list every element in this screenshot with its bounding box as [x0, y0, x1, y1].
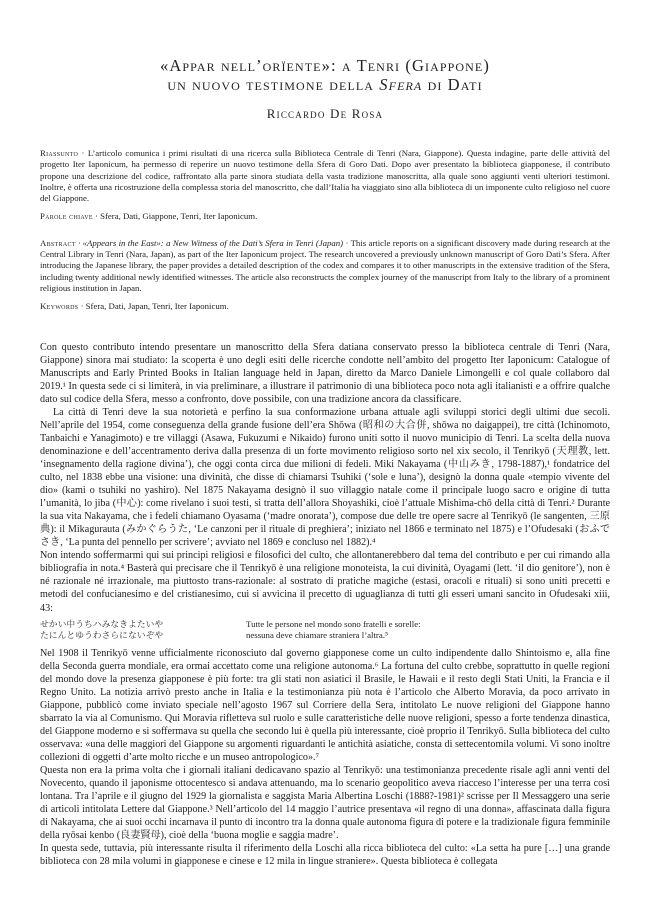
body-paragraph-3: Non intendo soffermarmi qui sui principi religiosi e filosofici del culto, che allontanerebbero dal tema del contributo e per cui rimando alla bibliografia in nota.⁴ Basterà qui precisare che il Tenrikyō è una religione monoteista, la cui divinità, Oyagami (lett. ‘il dio genitore’), non è né razionale né irrazionale, ma piuttosto trans-razionale: al sostrato di pratiche magiche (estasi, oracoli e rituali) si sono uniti precetti e metodi del confucianesimo e del cristianesimo, cui si avvicina il precetto di uguaglianza di tutti gli esseri umani sancito in Ofudesaki xiii, 43: — [40, 550, 610, 614]
ofudesaki-quote — [40, 619, 610, 642]
riassunto-text: · L’articolo comunica i primi risultati di una ricerca sulla Biblioteca Centrale di Tenri (Nara, Giappone). Questa indagine, parte delle attività del progetto Iter Iaponicum, ha permesso di reperire un nuovo testimone della Sfera di Goro Dati. Dopo aver presentato la biblioteca giapponese, il contributo propone una descrizione del codice, raffrontato alla parte sinora studiata della vasta tradizione manoscritta, alla quale sono aggiunti venti ulteriori testimoni. Inoltre, è offerta una ricostruzione della complessa storia del manoscritto, che dall’Italia ha viaggiato sino alla biblioteca di un imponente culto religioso nel cuore del Giappone. — [40, 148, 610, 204]
keywords-label: Keywords — [40, 301, 79, 312]
abstract-text: · This article reports on a significant discovery made during research at the Central Library in Tenri (Nara, Japan), as part of the Iter Iaponicum project. The research uncovered a previously unknown manuscript of Goro Dati’s Sfera. After introducing the Japanese library, the paper provides a detailed description of the codex and compares it to other manuscripts in the extensive tradition of the Sfera, including twenty additional newly identified witnesses. The article also reconstructs the complex journey of the manuscript from Italy to the library of a prominent religious institution in Japan. — [40, 237, 610, 293]
keywords — [40, 301, 610, 312]
quote-tr-line-1: Tutte le persone nel mondo sono fratelli e sorelle: — [246, 618, 421, 629]
body-paragraph-6: In questa sede, tuttavia, più interessante risulta il riferimento della Loschi alla ricca biblioteca del culto: «La setta ha pure […] una grande biblioteca con 28 mila volumi in giapponese e cinese e 12 mila in lingue straniere». Questa biblioteca è collegata — [40, 843, 610, 868]
article-title-line1: «Appar nell’orïente»: a Tenri (Giappone) — [160, 56, 490, 75]
parole-chiave-label: Parole chiave — [40, 211, 93, 222]
quote-jp-line-2: たにんとゆうわさらにないぞや — [40, 630, 164, 641]
riassunto — [40, 148, 610, 204]
parole-chiave-text: · Sfera, Dati, Giappone, Tenri, Iter Iaponicum. — [92, 211, 258, 222]
abstract-label: Abstract — [40, 237, 76, 248]
body-paragraph-2: La città di Tenri deve la sua notorietà e perfino la sua conformazione urbana attuale agli sviluppi storici degli ultimi due secoli. Nell’aprile del 1954, come conseguenza della grande fusione dell’era Shōwa (昭和の大合併, shōwa no daigappei), tre città (Ichinomoto, Tanbaichi e Yanagimoto) e tre villaggi (Asawa, Fukuzumi e Nikaido) furono uniti sotto il nuovo municipio di Tenri. La scelta della nuova denominazione e dell’accentramento deriva dalla presenza di un forte movimento religioso sorto nel xix secolo, il Tenrikyō (天理教, lett. ‘insegnamento della ragione divina’), che oggi conta circa due milioni di fedeli. Miki Nakayama (中山みき, 1798-1887),¹ fondatrice del culto, nel 1838 ebbe una visione: una divinità, che disse di chiamarsi Tsuhiki (‘sole e luna’), designò la donna quale «tempio vivente del dio» (kami o tsuhiki no yashiro). Nel 1875 Nakayama designò il suo villaggio natale come il principale luogo sacro e origine di tutta l’umanità, lo jiba (中心): come rivelano i suoi testi, si tratta dell’allora Shoyashiki, cioè l’attuale Mishima-chō della città di Tenri.² Durante la sua vita Nakayama, che i fedeli chiamano Oyasama (‘madre onorata’), compose due delle tre opere sacre al Tenrikyō (le sangenten, 三原典): il Mikagurauta (みかぐらうた, ‘Le canzoni per il rituale di preghiera’; iniziato nel 1866 e terminato nel 1875) e l’Ofudesaki (おふでさき, ‘La punta del pennello per scrivere’; avviato nel 1869 e concluso nel 1882).⁴ — [40, 406, 610, 549]
article-body — [40, 341, 610, 869]
abstract — [40, 238, 610, 294]
quote-translation — [246, 619, 610, 642]
body-paragraph-5: Questa non era la prima volta che i giornali italiani dedicavano spazio al Tenrikyō: una testimonianza precedente risale agli anni venti del Novecento, quando il japonisme ottocentesco si andava attenuando, ma lo scenario geopolitico aveva riacceso l’interesse per una terra così lontana. Tra l’aprile e il giugno del 1929 la giornalista e saggista Maria Albertina Loschi (1888?-1981)² scrisse per Il Messaggero una serie di articoli intitolata Lettere dal Giappone.³ Nell’articolo del 14 maggio l’autrice presentava «il regno di una donna», affascinata dalla figura di Nakayama, che ai suoi occhi incarnava il punto di incontro tra la donna quale autonoma figura di potere e la tradizionale figura femminile della ryōsai kenbo (良妻賢母), cioè della ‘buona moglie e saggia madre’. — [40, 764, 610, 842]
riassunto-label: Riassunto — [40, 148, 79, 158]
body-paragraph-1: Con questo contributo intendo presentare un manoscritto della Sfera datiana conservato presso la biblioteca centrale di Tenri (Nara, Giappone) sinora mai studiato: la scoperta è uno degli esiti delle ricerche condotte nell’ambito del progetto Iter Iaponicum: Catalogue of Manuscripts and Early Printed Books in Italian language held in Japan, diretto da Marco Daniele Limongelli e col quale collaboro dal 2019.¹ In questa sede ci si limiterà, in via preliminare, a illustrare il patrimonio di una biblioteca poco nota agli italianisti e a offrire qualche dato sul codice della Sfera, messo a confronto, dove possibile, con una tradizione ancora da classificare. — [40, 341, 610, 405]
title-line2-post: di Dati — [422, 75, 483, 94]
title-line2-pre: un nuovo testimone della — [167, 75, 380, 94]
title-line2-italic: Sfera — [379, 75, 423, 94]
article-author: Riccardo De Rosa — [266, 106, 384, 121]
parole-chiave — [40, 211, 610, 222]
quote-jp-line-1: せかい中うちハみなきよたいや — [40, 618, 164, 629]
body-paragraph-4: Nel 1908 il Tenrikyō venne ufficialmente riconosciuto dal governo giapponese come un culto indipendente dallo Shintoismo e, alla fine della Seconda guerra mondiale, era ormai accettato come una religione autonoma.⁶ La fortuna del culto crebbe, soprattutto in quelle regioni del mondo dove la presenza giapponese è più forte: tra gli stati non asiatici il Brasile, le Hawaii e il resto degli Stati Uniti, la Francia e il Regno Unito. La notizia arrivò presto anche in Italia e la testimonianza più nota è l’articolo che Alberto Moravia, da poco arrivato in Giappone, pubblicò come inviato speciale nell’agosto 1967 sul Corriere della Sera, intitolato Le nuove religioni del Giappone hanno sbarrato la via al Comunismo. Qui Moravia rifletteva sul ruolo e sulle caratteristiche delle nuove religioni, spesso a forte tendenza dinastica, del Giappone moderno e si soffermava su quella che secondo lui è quella più interessante, cioè proprio il Tenrikyō. Sulla biblioteca del culto osservava: «una delle maggiori del Giappone su argomenti riguardanti le antichità asiatiche, consta di settecentomila volumi. Vi sono inoltre collezioni di oggetti d’arte molto ricche e un museo antropologico».⁷ — [40, 647, 610, 763]
keywords-text: · Sfera, Dati, Japan, Tenri, Iter Iaponicum. — [78, 301, 229, 312]
abstract-title: · «Appears in the East»: a New Witness of the Dati’s Sfera in Tenri (Japan) — [75, 237, 344, 248]
quote-tr-line-2: nessuna deve chiamare straniera l’altra.⁵ — [246, 630, 389, 641]
quote-japanese — [40, 619, 246, 642]
article-title-line2 — [40, 75, 610, 94]
